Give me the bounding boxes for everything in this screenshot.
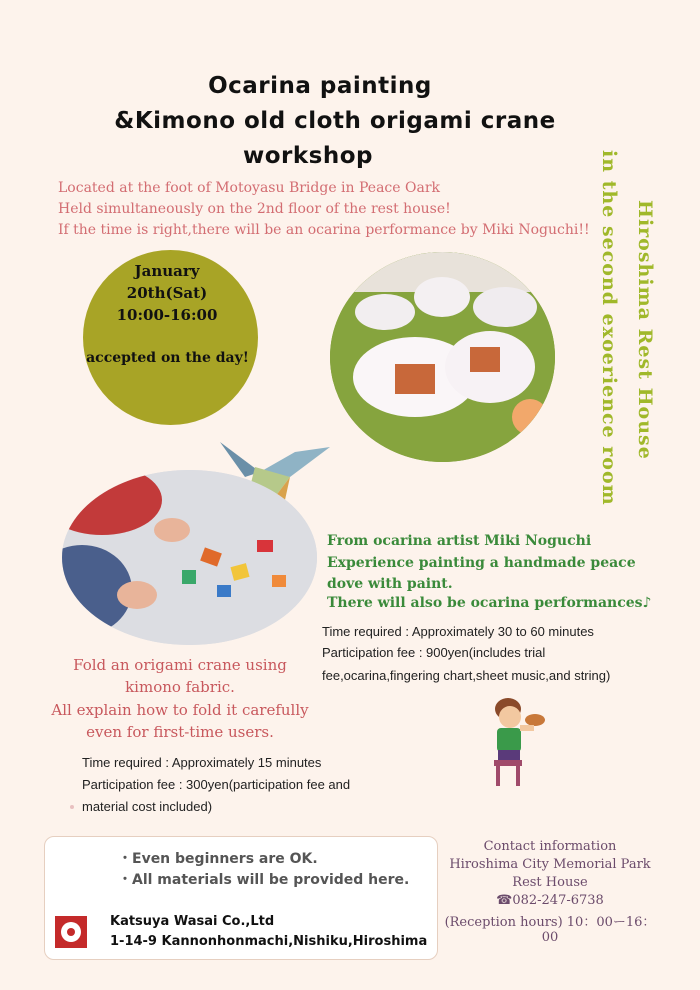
event-day: 20th(Sat) <box>126 284 208 302</box>
contact-line-2: Rest House <box>512 875 588 890</box>
intro-line-2: Held simultaneously on the 2nd floor of the rest house! <box>58 201 451 217</box>
intro-line-3: If the time is right,there will be an ocarina performance by Miki Noguchi!! <box>58 222 590 238</box>
company-logo <box>55 916 87 948</box>
ocarina-fee-2: fee,ocarina,fingering chart,sheet music,and string) <box>322 668 611 683</box>
origami-line-3: All explain how to fold it carefully <box>51 701 309 719</box>
origami-time: Time required : Approximately 15 minutes <box>82 755 322 770</box>
ocarina-photo-drawing <box>330 252 555 462</box>
title-line-2: &Kimono old cloth origami crane <box>114 108 556 134</box>
origami-fee-2: material cost included) <box>82 799 213 814</box>
ocarina-line-3: dove with paint. <box>327 576 453 592</box>
ocarina-time: Time required : Approximately 30 to 60 minutes <box>322 624 594 639</box>
company-address: 1-14-9 Kannonhonmachi,Nishiku,Hiroshima <box>110 934 428 949</box>
origami-fee-1: Participation fee : 300yen(participation fee and <box>82 777 351 792</box>
company-name: Katsuya Wasai Co.,Ltd <box>110 914 275 929</box>
ocarina-photo <box>330 252 555 462</box>
origami-line-2: kimono fabric. <box>125 678 235 696</box>
origami-line-1: Fold an origami crane using <box>73 656 287 674</box>
contact-hours: (Reception hours) 10：00ー16：00 <box>444 915 656 945</box>
ocarina-line-2: Experience painting a handmade peace <box>327 555 636 571</box>
intro-line-1: Located at the foot of Motoyasu Bridge in Peace Oark <box>58 180 440 196</box>
ocarina-fee-1: Participation fee : 900yen(includes trial <box>322 645 546 660</box>
event-month: January <box>134 262 200 280</box>
decorative-dot <box>70 805 74 809</box>
contact-phone: ☎082-247-6738 <box>496 893 604 908</box>
contact-heading: Contact information <box>483 839 617 854</box>
boy-ocarina-icon <box>480 695 555 790</box>
ocarina-line-4: There will also be ocarina performances♪ <box>327 595 652 611</box>
origami-photo <box>62 470 317 645</box>
contact-line-1: Hiroshima City Memorial Park <box>449 857 651 872</box>
ocarina-line-1: From ocarina artist Miki Noguchi <box>327 533 592 549</box>
origami-line-4: even for first-time users. <box>86 723 274 741</box>
note-beginners: ・Even beginners are OK. <box>118 851 318 867</box>
title-line-3: workshop <box>242 143 374 169</box>
venue-line-1: Hiroshima Rest House <box>634 200 656 460</box>
title-line-1: Ocarina painting <box>208 73 432 99</box>
event-time: 10:00-16:00 <box>116 306 218 324</box>
accepted-note: accepted on the day! <box>86 350 249 366</box>
venue-line-2: in the second exoerience room <box>598 150 620 506</box>
origami-photo-drawing <box>62 470 317 645</box>
company-logo-mark <box>55 916 87 948</box>
note-materials: ・All materials will be provided here. <box>118 872 410 888</box>
